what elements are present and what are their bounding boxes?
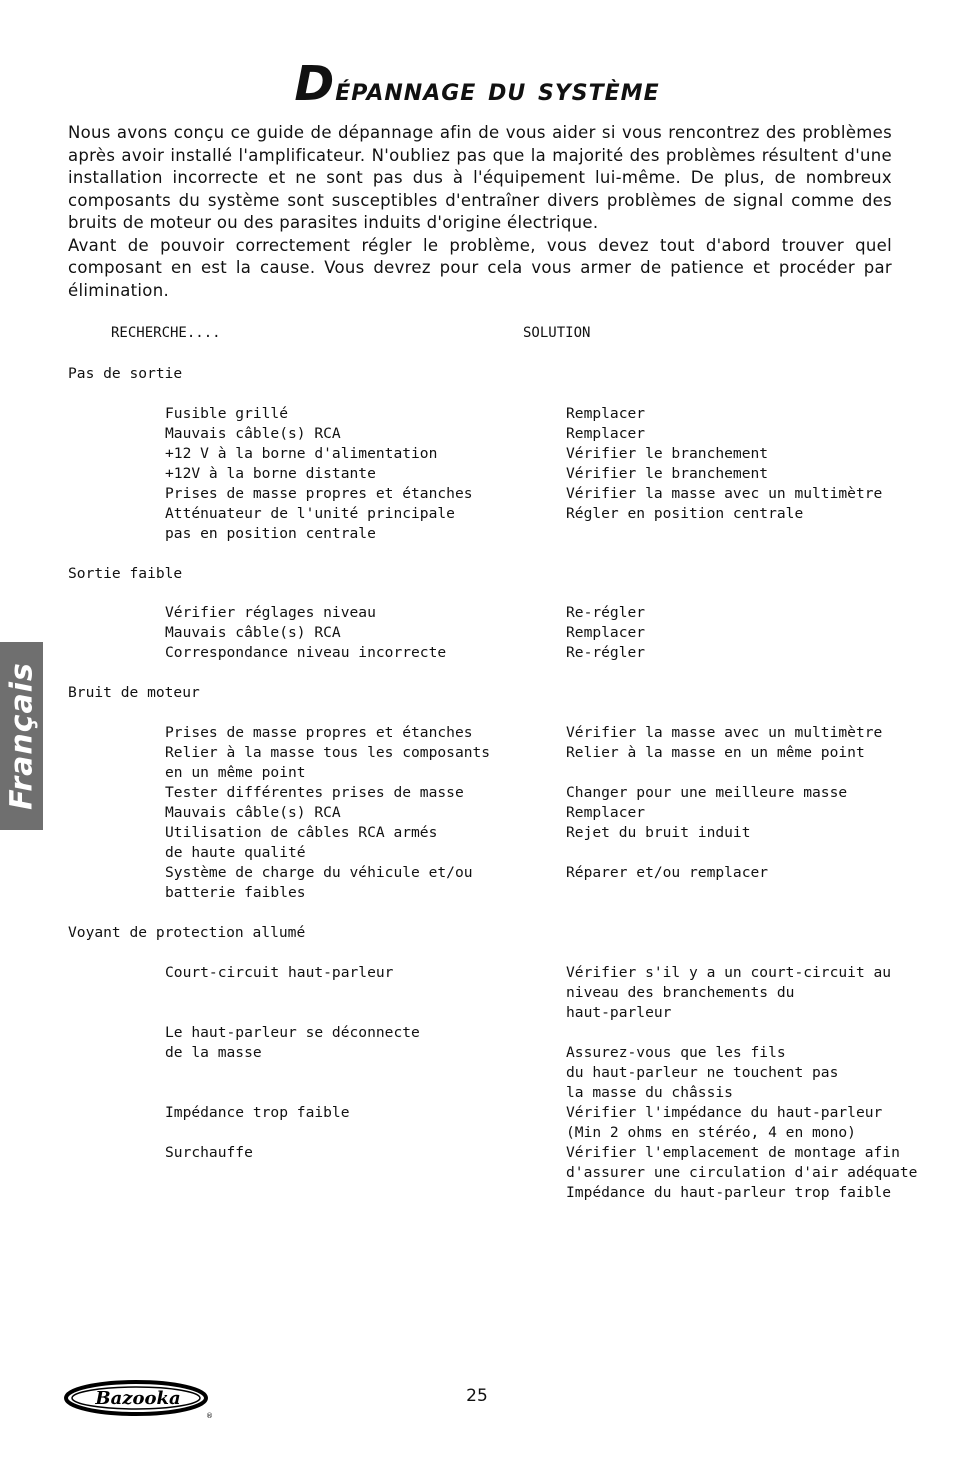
problem-item: de la masse: [165, 1044, 262, 1061]
solution-item: haut-parleur: [566, 1004, 672, 1021]
problem-item: de haute qualité: [165, 844, 306, 861]
solution-item: Vérifier la masse avec un multimètre: [566, 485, 883, 502]
problem-item: Mauvais câble(s) RCA: [165, 804, 341, 821]
language-tab-label: Français: [4, 662, 39, 810]
problem-item: Vérifier réglages niveau: [165, 604, 376, 621]
solution-item: Changer pour une meilleure masse: [566, 784, 848, 801]
solution-item: Vérifier la masse avec un multimètre: [566, 724, 883, 741]
problem-item: Mauvais câble(s) RCA: [165, 425, 341, 442]
solution-item: Relier à la masse en un même point: [566, 744, 865, 761]
solution-item: Régler en position centrale: [566, 505, 804, 522]
problem-item: Surchauffe: [165, 1144, 253, 1161]
page-title: Dépannage du système: [294, 56, 660, 112]
solution-item: Vérifier s'il y a un court-circuit au: [566, 964, 892, 981]
solution-item: Remplacer: [566, 804, 646, 821]
problem-item: Correspondance niveau incorrecte: [165, 644, 447, 661]
problem-item: Fusible grillé: [165, 405, 289, 422]
solution-item: Vérifier le branchement: [566, 445, 769, 462]
solution-item: niveau des branchements du: [566, 984, 795, 1001]
problem-item: en un même point: [165, 764, 306, 781]
problem-item: Prises de masse propres et étanches: [165, 724, 473, 741]
language-tab: [0, 642, 43, 830]
intro-paragraph-2: Avant de pouvoir correctement régler le problème, vous devez tout d'abord trouver quel composant en est la cause. Vous devrez pour cela vous armer de patience et procéder par élimination.: [68, 235, 892, 300]
problem-item: Système de charge du véhicule et/ou: [165, 864, 473, 881]
problem-item: Tester différentes prises de masse: [165, 784, 464, 801]
problem-item: Utilisation de câbles RCA armés: [165, 824, 438, 841]
solution-item: Remplacer: [566, 624, 646, 641]
solution-item: Vérifier l'emplacement de montage afin: [566, 1144, 900, 1161]
solution-item: Re-régler: [566, 644, 646, 661]
page-number: 25: [466, 1386, 488, 1406]
solution-item: Rejet du bruit induit: [566, 824, 751, 841]
problem-item: +12 V à la borne d'alimentation: [165, 445, 438, 462]
section-pas-de-sortie: Pas de sortie: [68, 365, 183, 382]
solution-item: d'assurer une circulation d'air adéquate: [566, 1164, 918, 1181]
column-header-solution: SOLUTION: [523, 325, 591, 341]
problem-item: Relier à la masse tous les composants: [165, 744, 491, 761]
problem-item: Court-circuit haut-parleur: [165, 964, 394, 981]
solution-item: Vérifier l'impédance du haut-parleur: [566, 1104, 883, 1121]
solution-item: Re-régler: [566, 604, 646, 621]
problem-item: Impédance trop faible: [165, 1104, 350, 1121]
solution-item: Assurez-vous que les fils: [566, 1044, 786, 1061]
problem-item: Atténuateur de l'unité principale: [165, 505, 455, 522]
solution-item: Réparer et/ou remplacer: [566, 864, 769, 881]
column-header-recherche: RECHERCHE....: [111, 325, 221, 341]
svg-text:Bazooka: Bazooka: [95, 1388, 181, 1409]
section-bruit-de-moteur: Bruit de moteur: [68, 684, 200, 701]
problem-item: Le haut-parleur se déconnecte: [165, 1024, 420, 1041]
section-voyant-protection: Voyant de protection allumé: [68, 924, 306, 941]
section-sortie-faible: Sortie faible: [68, 565, 183, 582]
intro-text: [68, 122, 892, 302]
solution-item: Remplacer: [566, 405, 646, 422]
solution-item: (Min 2 ohms en stéréo, 4 en mono): [566, 1124, 856, 1141]
problem-item: Mauvais câble(s) RCA: [165, 624, 341, 641]
problem-item: Prises de masse propres et étanches: [165, 485, 473, 502]
solution-item: Remplacer: [566, 425, 646, 442]
problem-item: batterie faibles: [165, 884, 306, 901]
solution-item: Vérifier le branchement: [566, 465, 769, 482]
solution-item: la masse du châssis: [566, 1084, 733, 1101]
solution-item: Impédance du haut-parleur trop faible: [566, 1184, 892, 1201]
problem-item: pas en position centrale: [165, 525, 376, 542]
solution-item: du haut-parleur ne touchent pas: [566, 1064, 839, 1081]
problem-item: +12V à la borne distante: [165, 465, 376, 482]
intro-paragraph-1: Nous avons conçu ce guide de dépannage afin de vous aider si vous rencontrez des problèmes après avoir installé l'amplificateur. N'oubliez pas que la majorité des problèmes résultent d'une installation incorrecte et ne sont pas dus à l'équipement lui-même. De plus, de nombreux composants du système sont susceptibles d'entraîner divers problèmes de signal comme des bruits de moteur ou des parasites induits d'origine électrique.: [68, 123, 892, 232]
svg-text:®: ®: [206, 1412, 213, 1420]
